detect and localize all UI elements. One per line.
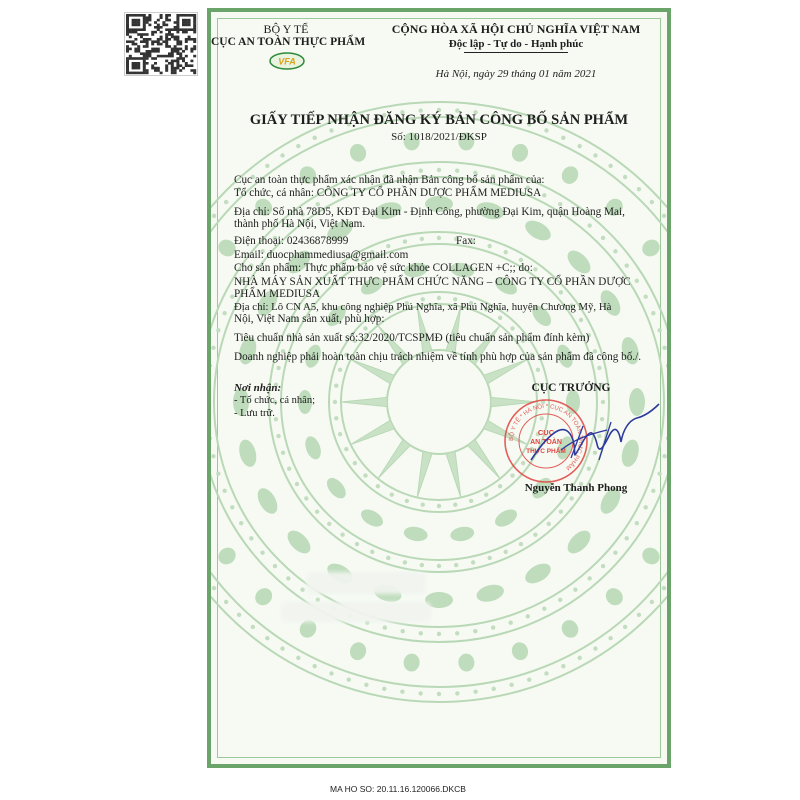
document-number: Số: 1018/2021/ĐKSP [391,131,487,143]
national-motto: Độc lập - Tự do - Hạnh phúc [448,38,584,50]
stamp-ring-text: BỘ Y TẾ * HÀ NỘI * CỤC AN TOÀN THỰC PHẨM [508,403,584,471]
responsibility-line: Doanh nghiệp phải hoàn toàn chịu trách nhiệm về tính phù hợp của sản phẩm đã công bố./. [234,351,642,363]
fax-line: Fax: [456,235,476,247]
address-line-1: Địa chỉ: Số nhà 78D5, KĐT Đại Kim - Định Công, phường Đại Kim, quận Hoàng Mai, [234,206,625,218]
agency-name: CỤC AN TOÀN THỰC PHẨM [211,36,366,48]
intro-line: Cục an toàn thực phẩm xác nhận đã nhận Bản công bố sản phẩm của: [234,174,545,186]
dossier-code: MA HO SO: 20.11.16.120066.DKCB [330,784,466,794]
stamp-center-text: CỤC [537,428,555,437]
product-line: Cho sản phẩm: Thực phẩm bảo vệ sức khỏe COLLAGEN +C;; do: [234,262,533,274]
motto-underline [464,52,568,53]
redacted-area [281,602,431,622]
handwritten-signature [511,400,661,480]
manufacturer-address-2: Nội, Việt Nam sản xuất, phù hợp: [234,313,385,325]
qr-code [124,12,198,76]
republic-name: CỘNG HÒA XÃ HỘI CHỦ NGHĨA VIỆT NAM [391,22,641,36]
stamp-center-text: THỰC PHẨM [526,448,566,455]
organization-line: Tổ chức, cá nhân: CÔNG TY CỔ PHẦN DƯỢC PHẨM MEDIUSA [234,187,542,199]
issue-date: Hà Nội, ngày 29 tháng 01 năm 2021 [435,68,597,80]
manufacturer-line-1: NHÀ MÁY SẢN XUẤT THỰC PHẨM CHỨC NĂNG – CÔNG TY CỔ PHẦN DƯỢC [234,276,631,288]
manufacturer-line-2: PHẨM MEDIUSA [234,288,321,300]
address-line-2: thành phố Hà Nội, Việt Nam. [234,218,366,230]
signer-name: Nguyễn Thanh Phong [524,482,628,494]
recipient-item: - Lưu trữ. [234,408,275,419]
manufacturer-address-1: Địa chỉ: Lô CN A5, khu công nghiệp Phú Nghĩa, xã Phú Nghĩa, huyện Chương Mỹ, Hà [234,301,612,313]
vfa-logo [269,52,305,70]
ministry-name: BỘ Y TẾ [263,22,309,36]
svg-text:VFA: VFA [278,56,296,67]
phone-line: Điện thoại: 02436878999 [234,235,349,247]
stamp-center-text: AN TOÀN [530,439,562,446]
document-title: GIẤY TIẾP NHẬN ĐĂNG KÝ BẢN CÔNG BỐ SẢN PHẨM [249,112,629,128]
certificate-frame [207,8,671,768]
email-line: Email: duocphammediusa@gmail.com [234,249,409,261]
redacted-area [306,572,426,594]
recipients-label: Nơi nhận: [234,382,282,394]
recipient-item: - Tổ chức, cá nhân; [234,395,316,406]
signer-title: CỤC TRƯỞNG [531,382,611,394]
standard-line: Tiêu chuẩn nhà sản xuất số:32/2020/TCSPMĐ (tiêu chuẩn sản phẩm đính kèm) [234,332,590,344]
